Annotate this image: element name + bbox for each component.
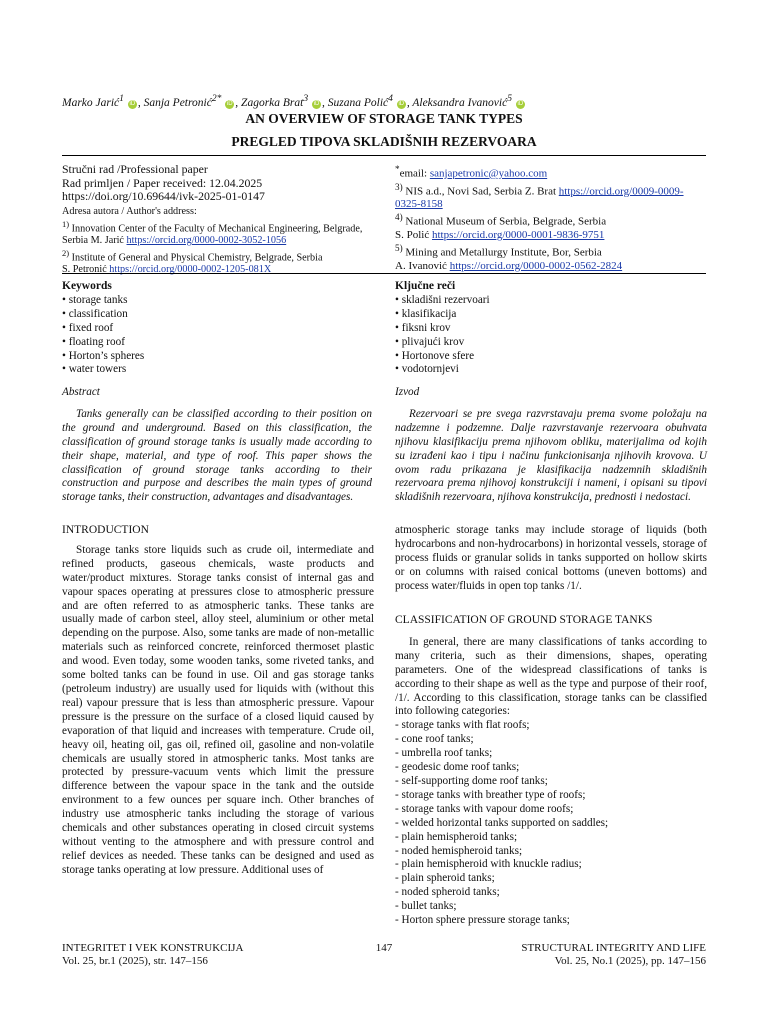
journal-name-sr: INTEGRITET I VEK KONSTRUKCIJA [62,942,244,954]
author-list: Marko Jarić$^1$ iD , Sanja Petronić$^{2*}$ iD , Zagorka Brat$^3$ iD , Suzana Polić$^4$ iD , Aleksandra Ivanović$^5$ iD [62,93,524,109]
affiliation-sup: 4) [395,212,403,223]
keyword-item: • Hortonove sfere [395,349,475,362]
author-sup: 2* [211,93,222,104]
email-link[interactable]: sanjapetronic@yahoo.com [429,167,548,180]
author-sup: 4 [388,93,393,104]
title-english: AN OVERVIEW OF STORAGE TANK TYPES [245,111,523,126]
affiliation-text: NIS a.d., Novi Sad, Serbia Z. Brat [405,185,557,198]
orcid-icon[interactable]: iD [129,100,136,107]
abstract-text: Tanks generally can be classified according to their position on the ground and underground. Based on this classification, the classification of ground storage tanks is usually made according to their shape, material, and type of roof. This paper shows the classification of ground storage tanks according to their construction and purpose and describes the main types of ground storage tanks, their construction, advantages and disadvantages. [62,407,372,504]
affiliation-text: Mining and Metallurgy Institute, Bor, Serbia [405,246,602,259]
email-label: email: [399,167,428,180]
keyword-item: • skladišni rezervoari [395,293,490,306]
meta-right [395,163,707,273]
kljucne-block [395,280,705,377]
classification-item: - plain spheroid tanks; [395,872,495,885]
affiliation-3 [395,181,707,212]
izvod-block [395,386,707,505]
meta-rule [62,273,706,274]
classification-item: - welded horizontal tanks supported on saddles; [395,816,609,829]
affiliation-1 [62,218,380,247]
received-date: Rad primljen / Paper received: 12.04.2025 [62,175,263,190]
orcid-icon[interactable]: iD [398,100,405,107]
author-name: Suzana Polić [327,96,389,109]
classification-item: - storage tanks with flat roofs; [395,719,530,732]
affiliation-sup: 5) [395,242,403,253]
classification-item: - storage tanks with breather type of roofs; [395,788,586,801]
classification-item: - storage tanks with vapour dome roofs; [395,802,574,815]
affiliation-2 [62,247,380,276]
author-sup: 3 [303,93,309,104]
journal-volume-en: Vol. 25, No.1 (2025), pp. 147–156 [554,955,706,967]
meta-left [62,163,380,276]
classification-section [395,614,707,928]
keyword-item: • fiksni krov [395,321,451,334]
affiliation-sup: 1) [62,218,70,229]
classification-item: - umbrella roof tanks; [395,747,493,760]
izvod-text: Rezervoari se pre svega razvrstavaju prema svome položaju na nadzemne i podzemne. Dalje razvrstavanje rezervoara obuhvata njihovu klasifikaciju prema njihovom obliku, materijalima od kojih su izrađeni kao i tipu i načinu funkcionisanja njihovih krovova. U ovom radu prikazana je klasifikacija nadzemnih skladišnih rezervoara prema njihovoj konstrukciji i nameni, i opisani su tipovi skladišnih rezervoara, njihova konstrukcija, prednosti i nedostaci. [395,407,707,504]
introduction-heading: INTRODUCTION [62,524,149,536]
classification-item: - cone roof tanks; [395,733,474,746]
page-number: 147 [375,942,393,954]
affiliation-4 [395,211,707,242]
classification-item: - noded hemispheroid tanks; [395,844,523,857]
orcid-link[interactable]: https://orcid.org/0000-0001-9836-9751 [431,228,605,241]
keywords-block [62,280,372,377]
affiliation-5 [395,242,707,273]
keyword-item: • fixed roof [62,321,114,334]
izvod-heading: Izvod [395,386,420,398]
doi[interactable]: https://doi.org/10.69644/ivk-2025-01-0147 [62,189,265,203]
address-label: Adresa autora / Author's address: [62,205,197,217]
classification-item: - bullet tanks; [395,900,457,913]
classification-item: - self-supporting dome roof tanks; [395,774,548,787]
author-name: Marko Jarić [62,96,120,109]
orcid-icon[interactable]: iD [313,100,320,107]
author-name: Zagorka Brat [241,96,304,109]
orcid-link[interactable]: https://orcid.org/0009-0009-0325-8158 [395,185,684,211]
classification-item: - plain hemispheroid with knuckle radius; [395,858,582,871]
orcid-link[interactable]: https://orcid.org/0000-0002-0562-2824 [449,259,623,272]
classification-item: - Horton sphere pressure storage tanks; [395,914,570,927]
affiliation-sup: 3) [395,181,403,192]
classification-item: - plain hemispheroid tanks; [395,830,518,843]
author-sup: 5 [507,93,512,104]
keyword-item: • vodotornjevi [395,363,459,376]
classification-heading: CLASSIFICATION OF GROUND STORAGE TANKS [395,614,653,626]
keyword-item: • klasifikacija [395,307,457,320]
orcid-link[interactable]: https://orcid.org/0000-0002-1205-081X [109,264,272,276]
keyword-item: • storage tanks [62,293,128,306]
keywords-heading: Keywords [62,280,112,292]
affiliation-name: S. Polić [395,228,430,241]
orcid-icon[interactable]: iD [226,100,233,107]
affiliation-text: Innovation Center of the Faculty of Mechanical Engineering, Belgrade, Serbia M. Jarić [62,222,363,246]
classification-item: - noded spheroid tanks; [395,886,500,899]
affiliation-text: Institute of General and Physical Chemistry, Belgrade, Serbia [71,252,323,264]
header-rule [62,155,706,156]
abstract-heading: Abstract [62,386,100,398]
journal-volume-sr: Vol. 25, br.1 (2025), str. 147–156 [62,955,208,967]
introduction-continuation: atmospheric storage tanks may include storage of liquids (both hydrocarbons and non-hydrocarbons) in horizontal vessels, storage of process fluids or granular solids in tanks supported on hollow skirts or on columns with raised conical bottoms (uneven bottoms) and process water/fluids in open top tanks /1/. [395,524,707,592]
classification-item: - geodesic dome roof tanks; [395,761,520,774]
affiliation-name: A. Ivanović [395,259,447,272]
affiliation-sup: 2) [62,247,70,258]
keyword-item: • water towers [62,363,127,376]
author-name: Aleksandra Ivanović [412,96,508,109]
abstract-block [62,386,372,505]
keyword-item: • plivajući krov [395,335,465,348]
author-sup: 1 [119,93,124,104]
keyword-item: • Horton’s spheres [62,349,145,362]
affiliation-name: S. Petronić [62,264,107,276]
keyword-item: • classification [62,307,128,320]
introduction-text: Storage tanks store liquids such as crude oil, intermediate and refined products, gaseous chemicals, waste products and water/product mixtures. Storage tanks consist of internal gas and vapour spaces operating at pressures close to atmospheric pressure and are often referred to as atmospheric tanks. These tanks are usually made of carbon steel, alloy steel, aluminium or other metal depending on the purpose. Also, some tanks are made of non-metallic materials such as reinforced concrete, reinforced thermoset plastic and wood. Even today, some wooden tanks, some riveted tanks, and some bolted tanks can be found in use. Oil and gas storage tanks (petroleum industry) are usually used for liquids with (without this real) vapour pressure that is less than atmospheric pressure. Vapour pressure is the pressure on the surface of a closed liquid caused by evaporation of that liquid and increases with temperature. Crude oil, heavy oil, heating oil, gas oil, refined oil, gasoline and non-volatile chemicals are usually stored in atmospheric tanks. Most tanks are protected by pressure-vacuum vents which limit the pressure difference between the vapour space in the tank and the outside environment to a few ounces per square inch. Other branches of industry use atmospheric tanks including the storage of various chemicals and other substances operating in closed circuit systems without venting to the atmosphere and with pressure control and relief devices as needed. These tanks can be designed and used as storage tanks operating at low pressure. Additional uses of [62,543,374,876]
author-name: Sanja Petronić [143,96,212,109]
journal-name-en: STRUCTURAL INTEGRITY AND LIFE [521,942,706,954]
keyword-item: • floating roof [62,335,125,348]
kljucne-heading: Ključne reči [395,280,456,292]
title-serbian: PREGLED TIPOVA SKLADIŠNIH REZERVOARA [231,134,537,149]
orcid-link[interactable]: https://orcid.org/0000-0002-3052-1056 [126,234,287,246]
footer-right [456,942,706,968]
affiliation-text: National Museum of Serbia, Belgrade, Serbia [405,215,607,228]
orcid-icon[interactable]: iD [517,100,524,107]
email-line: *email: sanjapetronic@yahoo.com [395,164,548,180]
introduction-section [62,524,374,878]
footer-left [62,942,312,968]
paper-type: Stručni rad /Professional paper [62,162,208,176]
classification-list [395,719,707,928]
classification-text: In general, there are many classifications of tanks according to many criteria, such as their dimensions, shapes, operating parameters. One of the widespread classifications of tanks is according to their shape as well as the type and purpose of their roof, /1/. According to this classification, storage tanks can be classified into following categories: [395,635,707,718]
